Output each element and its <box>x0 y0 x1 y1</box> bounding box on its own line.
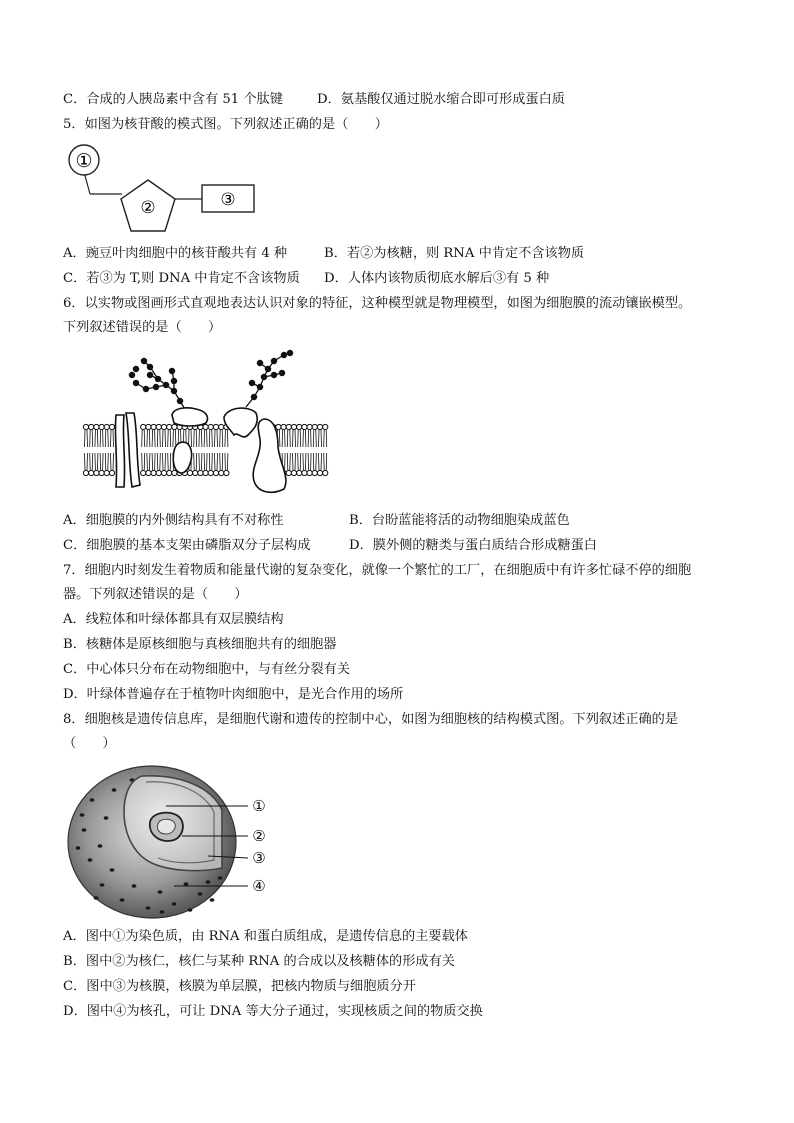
peripheral-protein <box>172 408 208 426</box>
q8-stem-line2: （ ） <box>63 736 116 751</box>
surface-protein <box>224 408 257 437</box>
q5-options-ab <box>63 245 584 263</box>
nucleotide-diagram <box>66 142 266 234</box>
q7-option-d: D．叶绿体普遍存在于植物叶肉细胞中，是光合作用的场所 <box>63 687 404 702</box>
q7-option-c: C．中心体只分布在动物细胞中，与有丝分裂有关 <box>63 662 351 677</box>
cell-membrane-diagram <box>78 347 334 495</box>
q4-options-cd <box>63 91 565 109</box>
q8-option-b: B．图中②为核仁，核仁与某种 RNA 的合成以及核糖体的形成有关 <box>63 954 455 969</box>
q7-stem-line1: 7．细胞内时刻发生着物质和能量代谢的复杂变化，就像一个繁忙的工厂，在细胞质中有许多忙碌不停的细胞 <box>63 563 692 578</box>
label-3: ③ <box>252 849 266 867</box>
membrane-proteins <box>115 408 285 492</box>
label-2: ② <box>252 827 266 845</box>
glycan-chains <box>129 350 292 411</box>
q6-option-d: D．膜外侧的糖类与蛋白质结合形成糖蛋白 <box>349 538 597 553</box>
q6-option-a: A．细胞膜的内外侧结构具有不对称性 <box>63 513 284 528</box>
q6-options-cd <box>63 537 597 555</box>
q6-option-b: B．台盼蓝能将活的动物细胞染成蓝色 <box>349 513 570 528</box>
q8-option-c: C．图中③为核膜，核膜为单层膜，把核内物质与细胞质分开 <box>63 979 416 994</box>
q5-options-cd <box>63 270 549 288</box>
label-1: ① <box>75 150 93 172</box>
q8-stem-line1: 8．细胞核是遗传信息库，是细胞代谢和遗传的控制中心，如图为细胞核的结构模式图。下列叙述正确的是 <box>63 712 679 727</box>
q8-option-d: D．图中④为核孔，可让 DNA 等大分子通过，实现核质之间的物质交换 <box>63 1004 483 1019</box>
q7-option-b: B．核糖体是原核细胞与真核细胞共有的细胞器 <box>63 637 337 652</box>
label-4: ④ <box>252 877 266 895</box>
q6-options-ab <box>63 512 570 530</box>
embedded-protein-small <box>173 442 191 473</box>
q4-option-c: C．合成的人胰岛素中含有 51 个肽键 <box>63 92 283 107</box>
q6-stem-line1: 6．以实物或图画形式直观地表达认识对象的特征，这种模型就是物理模型，如图为细胞膜的流动镶嵌模型。 <box>63 296 692 311</box>
q5-option-d: D．人体内该物质彻底水解后③有 5 种 <box>324 271 550 286</box>
q6-stem-line2: 下列叙述错误的是（ ） <box>63 320 222 335</box>
q6-option-c: C．细胞膜的基本支架由磷脂双分子层构成 <box>63 538 311 553</box>
label-3: ③ <box>220 190 236 210</box>
cell-nucleus-diagram <box>62 760 274 920</box>
transmembrane-protein-left-a <box>115 415 124 487</box>
q7-stem-line2: 器。下列叙述错误的是（ ） <box>63 587 248 602</box>
label-2: ② <box>140 198 156 218</box>
q4-option-d: D．氨基酸仅通过脱水缩合即可形成蛋白质 <box>317 92 565 107</box>
q7-option-a: A．线粒体和叶绿体都具有双层膜结构 <box>63 612 284 627</box>
q5-option-a: A．豌豆叶肉细胞中的核苷酸共有 4 种 <box>63 246 288 261</box>
q5-option-b: B．若②为核糖，则 RNA 中肯定不含该物质 <box>324 246 585 261</box>
transmembrane-protein-left-b <box>126 413 140 487</box>
label-1: ① <box>252 797 266 815</box>
channel-protein <box>253 419 286 492</box>
q5-option-c: C．若③为 T,则 DNA 中肯定不含该物质 <box>63 271 300 286</box>
q5-stem: 5．如图为核苷酸的模式图。下列叙述正确的是（ ） <box>63 117 388 132</box>
q8-option-a: A．图中①为染色质，由 RNA 和蛋白质组成，是遗传信息的主要载体 <box>63 929 468 944</box>
